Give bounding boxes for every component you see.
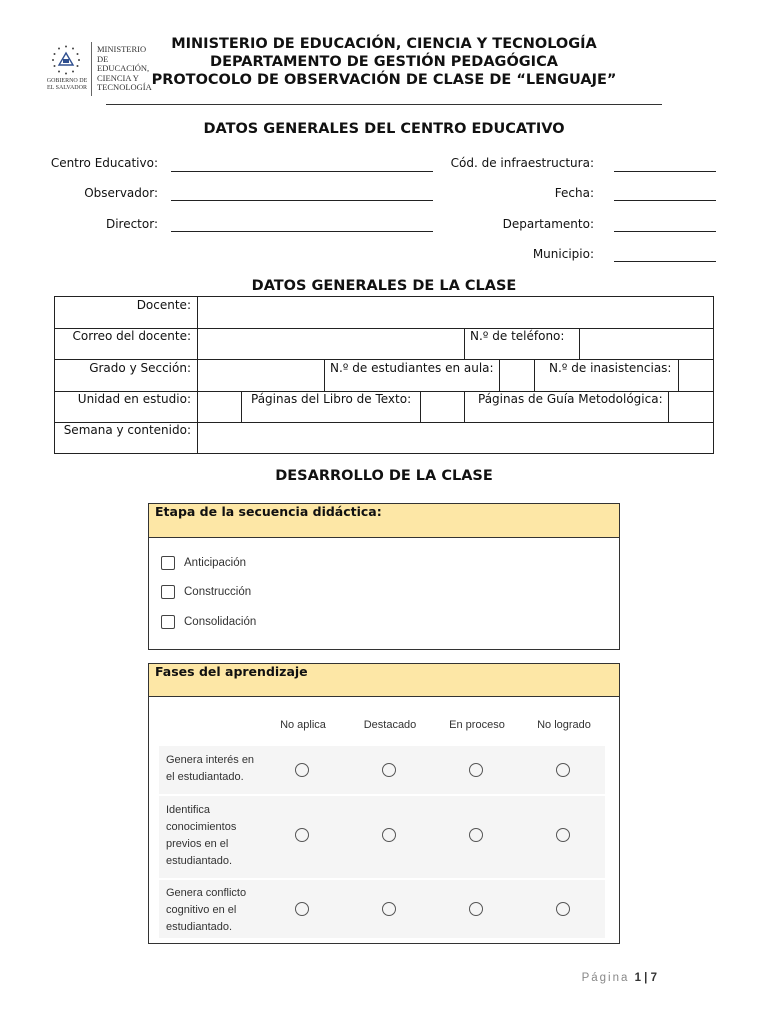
page-number <box>582 972 657 984</box>
phase-row-label: Genera interés en el estudiantado. <box>166 754 255 783</box>
phone-label: N.º de teléfono: <box>470 329 565 343</box>
infrastructure-code-field[interactable] <box>614 171 716 172</box>
government-text: GOBIERNO DE EL SALVADOR <box>46 78 88 91</box>
col-outstanding: Destacado <box>363 719 417 731</box>
unit-label: Unidad en estudio: <box>77 392 191 406</box>
date-label: Fecha: <box>554 186 594 200</box>
col-not-applicable: No aplica <box>280 719 326 731</box>
phase-row-label: Identifica conocimientos previos en el estudiantado. <box>166 804 237 867</box>
row2-not-achieved-radio[interactable] <box>556 828 570 842</box>
row1-not-achieved-radio[interactable] <box>556 763 570 777</box>
guide-pages-label: Páginas de Guía Metodológica: <box>478 392 663 406</box>
ministry-name: MINISTERIO DE EDUCACIÓN, CIENCIA Y TECNOLOGÍA <box>97 44 152 92</box>
row1-outstanding-radio[interactable] <box>382 763 396 777</box>
row1-in-process-radio[interactable] <box>469 763 483 777</box>
row2-outstanding-radio[interactable] <box>382 828 396 842</box>
consolidation-label: Consolidación <box>184 616 257 628</box>
header-protocol-title: PROTOCOLO DE OBSERVACIÓN DE CLASE DE “LENGUAJE” <box>151 72 617 88</box>
construction-checkbox[interactable] <box>161 585 175 599</box>
phase-row-label: Genera conflicto cognitivo en el estudiantado. <box>166 887 247 933</box>
grade-section-label: Grado y Sección: <box>89 361 191 375</box>
consolidation-checkbox[interactable] <box>161 615 175 629</box>
didactic-stage-title: Etapa de la secuencia didáctica: <box>155 504 382 519</box>
department-field[interactable] <box>614 231 716 232</box>
phase-row <box>159 796 605 878</box>
week-content-label: Semana y contenido: <box>63 423 191 437</box>
teacher-label: Docente: <box>136 298 191 312</box>
row1-not-applicable-radio[interactable] <box>295 763 309 777</box>
class-data-title: DATOS GENERALES DE LA CLASE <box>251 278 517 294</box>
page-word: Página <box>581 972 630 984</box>
didactic-stage-panel <box>148 503 620 650</box>
observer-field[interactable] <box>171 200 433 201</box>
row2-in-process-radio[interactable] <box>469 828 483 842</box>
ministry-logo <box>44 42 159 96</box>
header-rule <box>106 104 662 105</box>
municipality-field[interactable] <box>614 261 716 262</box>
municipality-label: Municipio: <box>532 247 594 261</box>
el-salvador-seal-icon <box>50 44 82 76</box>
didactic-stage-panel-header <box>149 504 619 538</box>
row3-in-process-radio[interactable] <box>469 902 483 916</box>
current-page: 1 <box>634 972 641 984</box>
learning-phases-title: Fases del aprendizaje <box>155 664 308 679</box>
school-field[interactable] <box>171 171 433 172</box>
general-data-title: DATOS GENERALES DEL CENTRO EDUCATIVO <box>203 121 565 137</box>
infrastructure-code-label: Cód. de infraestructura: <box>450 156 594 170</box>
absences-label: N.º de inasistencias: <box>549 361 672 375</box>
header-ministry: MINISTERIO DE EDUCACIÓN, CIENCIA Y TECNOLOGÍA <box>171 36 597 52</box>
textbook-pages-label: Páginas del Libro de Texto: <box>251 392 412 406</box>
col-not-achieved: No logrado <box>537 719 591 731</box>
learning-phases-panel-header <box>149 664 619 697</box>
page-separator: | <box>640 972 651 984</box>
director-label: Director: <box>105 217 158 231</box>
director-field[interactable] <box>171 231 433 232</box>
total-pages: 7 <box>650 972 657 984</box>
development-title: DESARROLLO DE LA CLASE <box>275 468 493 484</box>
row3-not-applicable-radio[interactable] <box>295 902 309 916</box>
col-in-process: En proceso <box>449 719 505 731</box>
header-department: DEPARTAMENTO DE GESTIÓN PEDAGÓGICA <box>210 54 558 70</box>
row3-outstanding-radio[interactable] <box>382 902 396 916</box>
class-data-table <box>54 296 714 454</box>
row2-not-applicable-radio[interactable] <box>295 828 309 842</box>
logo-divider <box>91 42 92 96</box>
department-label: Departamento: <box>502 217 594 231</box>
construction-label: Construcción <box>184 586 252 598</box>
learning-phases-panel <box>148 663 620 944</box>
teacher-email-label: Correo del docente: <box>72 329 191 343</box>
row3-not-achieved-radio[interactable] <box>556 902 570 916</box>
school-label: Centro Educativo: <box>50 156 158 170</box>
observer-label: Observador: <box>84 186 158 200</box>
anticipation-label: Anticipación <box>184 557 247 569</box>
phase-row <box>159 746 605 794</box>
students-count-label: N.º de estudiantes en aula: <box>330 361 494 375</box>
phase-row <box>159 880 605 938</box>
anticipation-checkbox[interactable] <box>161 556 175 570</box>
date-field[interactable] <box>614 200 716 201</box>
